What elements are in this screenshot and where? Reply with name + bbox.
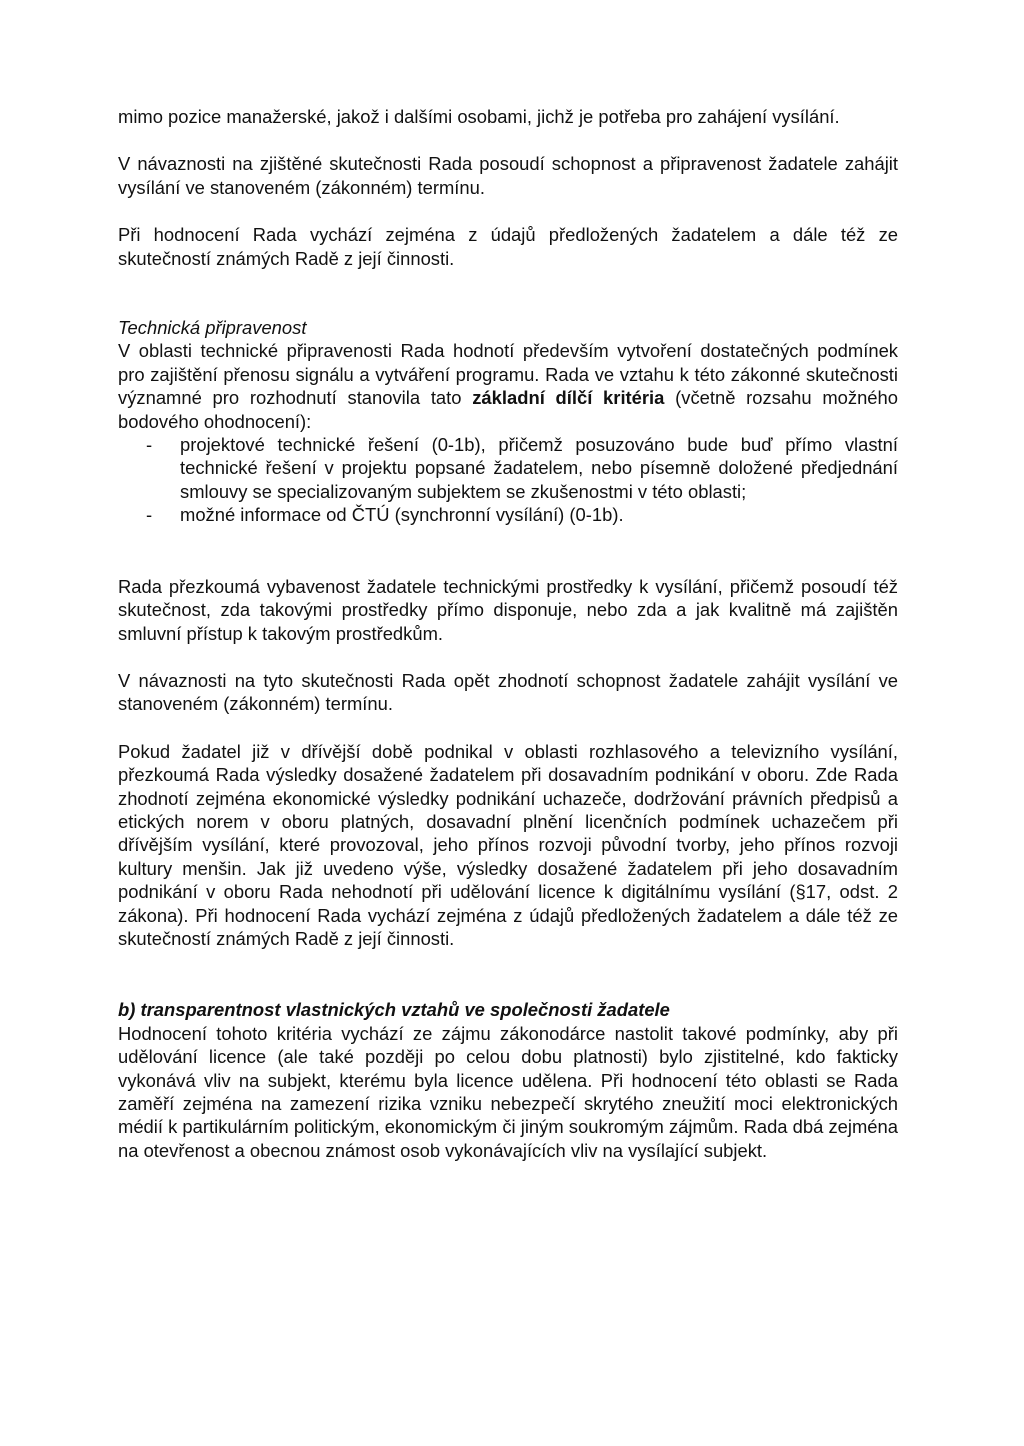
section-heading-technical: Technická připravenost [118, 317, 307, 339]
list-item [118, 433, 898, 503]
criteria-list [118, 433, 898, 527]
section-heading-transparency: b) transparentnost vlastnických vztahů ve společnosti žadatele [118, 999, 670, 1021]
dash-marker: - [146, 434, 153, 456]
section-technical-readiness [118, 316, 898, 527]
paragraph-prior-business: Pokud žadatel již v dřívější době podnikal v oblasti rozhlasového a televizního vysílání, přezkoumá Rada výsledky dosažené žadatelem při dosavadním podnikání v oboru. Zde Rada zhodnotí zejména ekonomické výsledky podnikání uchazeče, dodržování právních předpisů a etických norem v oboru platných, dosavadní plnění licenčních podmínek uchazečem při dřívějším vysílání, které provozoval, jeho přínos rozvoji původní tvorby, jeho přínos rozvoji kultury menšin. Jak již uvedeno výše, výsledky dosažené žadatelem při jeho dosavadním podnikání v oboru Rada nehodnotí při udělování licence k digitálnímu vysílání (§17, odst. 2 zákona). Při hodnocení Rada vychází zejména z údajů předložených žadatelem a dále též ze skutečností známých Radě z její činnosti. [118, 740, 898, 949]
dash-marker: - [146, 504, 153, 526]
paragraph-technical-criteria [118, 339, 898, 433]
paragraph-evaluation-basis: Při hodnocení Rada vychází zejména z údajů předložených žadatelem a dále též ze skutečností známých Radě z její činnosti. [118, 224, 898, 269]
paragraph-staffing: mimo pozice manažerské, jakož i dalšími osobami, jichž je potřeba pro zahájení vysílání. [118, 106, 840, 127]
technical-text-intro: V oblasti technické připravenosti Rada hodnotí především vytvoření dostatečných podmínek pro zajištění přenosu signálu a vytváření programu. Rada ve vztahu k této zákonné skutečnosti významné pro rozhodnutí stanovila tato [118, 340, 898, 409]
list-item [118, 503, 898, 526]
section-transparency [118, 998, 898, 1162]
paragraph-readiness-again: V návaznosti na tyto skutečnosti Rada opět zhodnotí schopnost žadatele zahájit vysílání ve stanoveném (zákonném) termínu. [118, 669, 898, 715]
document-page [118, 105, 898, 1162]
technical-text-bold: základní dílčí kritéria [472, 387, 665, 409]
paragraph-readiness-assessment: V návaznosti na zjištěné skutečnosti Rada posoudí schopnost a připravenost žadatele zahájit vysílání ve stanoveném (zákonném) termínu. [118, 153, 898, 198]
paragraph-equipment-review: Rada přezkoumá vybavenost žadatele technickými prostředky k vysílání, přičemž posoudí též skutečnost, zda takovými prostředky přímo disponuje, nebo zda a jak kvalitně má zajištěn smluvní přístup k takovým prostředkům. [118, 575, 898, 644]
list-item-text: možné informace od ČTÚ (synchronní vysílání) (0-1b). [180, 504, 624, 526]
paragraph-transparency: Hodnocení tohoto kritéria vychází ze zájmu zákonodárce nastolit takové podmínky, aby při udělování licence (ale také později po celou dobu platnosti) bylo zjistitelné, kdo fakticky vykonává vliv na subjekt, kterému byla licence udělena. Při hodnocení této oblasti se Rada zaměří zejména na zamezení rizika vzniku nebezpečí skrytého zneužití moci elektronických médií k partikulárním politickým, ekonomickým či jiným soukromým zájmům. Rada dbá zejména na otevřenost a obecnou známost osob vykonávajících vliv na vysílající subjekt. [118, 1022, 898, 1161]
technical-text-outro: (včetně rozsahu možného bodového ohodnocení): [118, 387, 898, 432]
list-item-text: projektové technické řešení (0-1b), přičemž posuzováno bude buď přímo vlastní technické řešení v projektu popsané žadatelem, nebo písemně doložené předjednání smlouvy se specializovaným subjektem se zkušenostmi v této oblasti; [180, 434, 898, 502]
